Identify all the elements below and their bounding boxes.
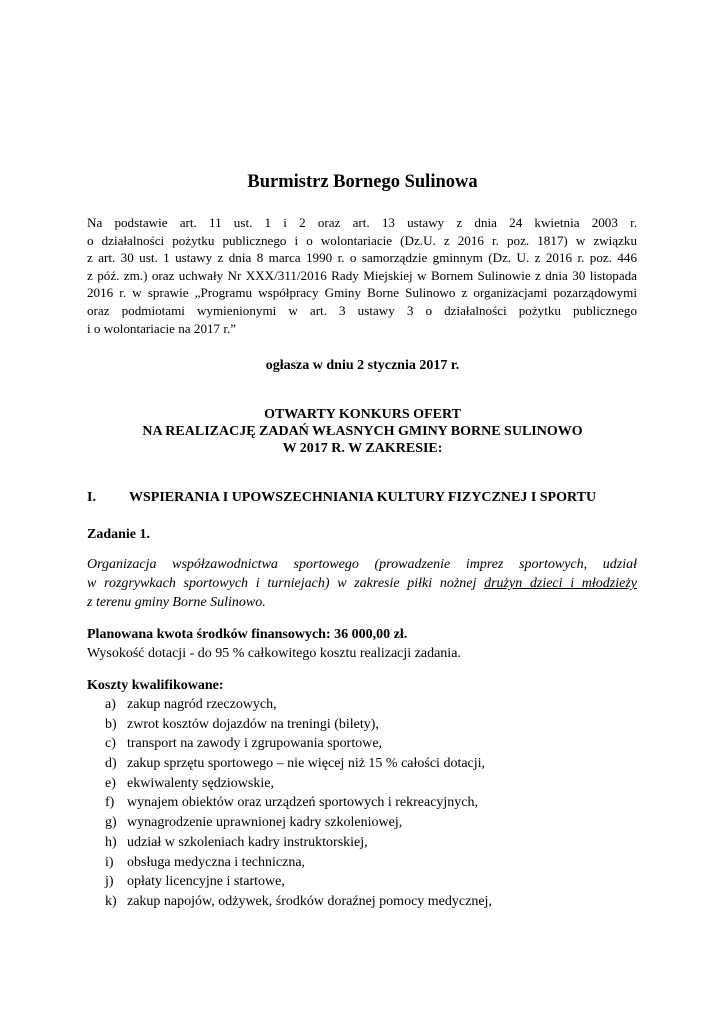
eligible-costs-list <box>87 695 647 912</box>
list-item <box>87 734 647 754</box>
list-item-letter: e) <box>105 775 116 791</box>
list-item <box>87 695 647 715</box>
list-item-text: zakup sprzętu sportowego – nie więcej niż 15 % całości dotacji, <box>127 756 486 772</box>
preamble-line: z póź. zm.) oraz uchwały Nr XXX/311/2016 Rady Miejskiej w Bornem Sulinowie z dnia 30 listopada <box>87 267 637 283</box>
document-title: Burmistrz Bornego Sulinowa <box>247 172 478 192</box>
list-item-text: udział w szkoleniach kadry instruktorskiej, <box>127 834 368 850</box>
preamble-line: 2016 r. w sprawie „Programu współpracy Gminy Borne Sulinowo z organizacjami pozarządowymi <box>87 285 637 301</box>
list-item <box>87 793 647 813</box>
list-item <box>87 774 647 794</box>
list-item-text: wynagrodzenie uprawnionej kadry szkoleniowej, <box>127 815 403 831</box>
list-item-letter: b) <box>105 716 117 732</box>
list-item-text: transport na zawody i zgrupowania sportowe, <box>127 736 383 752</box>
list-item-letter: j) <box>105 874 114 890</box>
section-title: WSPIERANIA I UPOWSZECHNIANIA KULTURY FIZYCZNEJ I SPORTU <box>129 490 597 505</box>
contest-heading-line: OTWARTY KONKURS OFERT <box>264 407 461 422</box>
task-description <box>87 555 637 612</box>
list-item <box>87 853 647 873</box>
task-description-line: z terenu gminy Borne Sulinowo. <box>87 595 266 610</box>
list-item <box>87 892 647 912</box>
section-number: I. <box>87 490 96 505</box>
list-item <box>87 715 647 735</box>
task-title: Zadanie 1. <box>87 527 151 542</box>
list-item-letter: f) <box>105 795 115 811</box>
preamble-line: Na podstawie art. 11 ust. 1 i 2 oraz art. 13 ustawy z dnia 24 kwietnia 2003 r. <box>87 215 637 230</box>
eligible-costs <box>87 676 647 912</box>
list-item <box>87 833 647 853</box>
list-item-letter: d) <box>105 756 117 772</box>
legal-preamble <box>87 214 637 337</box>
list-item <box>87 754 647 774</box>
list-item-letter: h) <box>105 834 117 850</box>
list-item-letter: k) <box>105 893 117 909</box>
list-item-text: zwrot kosztów dojazdów na treningi (bilety), <box>127 716 379 732</box>
announcement-date: ogłasza w dniu 2 stycznia 2017 r. <box>265 358 460 373</box>
list-item-text: opłaty licencyjne i startowe, <box>127 874 285 890</box>
list-item-text: obsługa medyczna i techniczna, <box>127 854 306 870</box>
task-description-underlined: drużyn dzieci i młodzieży <box>484 576 637 591</box>
list-item-letter: i) <box>105 854 114 870</box>
task-description-line: Organizacja współzawodnictwa sportowego (prowadzenie imprez sportowych, udział <box>87 557 637 572</box>
section-heading <box>87 490 637 506</box>
funding-info <box>87 625 647 663</box>
list-item-letter: g) <box>105 815 117 831</box>
list-item-text: ekwiwalenty sędziowskie, <box>127 775 274 791</box>
list-item-text: zakup nagród rzeczowych, <box>127 697 277 712</box>
subsidy-level: Wysokość dotacji - do 95 % całkowitego kosztu realizacji zadania. <box>87 646 461 661</box>
list-item-text: zakup napojów, odżywek, środków doraźnej pomocy medycznej, <box>127 893 492 909</box>
list-item <box>87 872 647 892</box>
contest-heading-line: NA REALIZACJĘ ZADAŃ WŁASNYCH GMINY BORNE SULINOWO <box>142 424 583 439</box>
task-description-text: w rozgrywkach sportowych i turniejach) w zakresie piłki nożnej <box>87 576 485 591</box>
planned-funds: Planowana kwota środków finansowych: 36 000,00 zł. <box>87 627 408 642</box>
preamble-line: i o wolontariacie na 2017 r.” <box>87 320 237 336</box>
list-item-text: wynajem obiektów oraz urządzeń sportowych i rekreacyjnych, <box>127 795 479 811</box>
task-description-line <box>87 574 637 593</box>
preamble-line: o działalności pożytku publicznego i o wolontariacie (Dz.U. z 2016 r. poz. 1817) w związku <box>87 232 637 248</box>
contest-heading-line: W 2017 R. W ZAKRESIE: <box>282 441 443 456</box>
list-item-letter: c) <box>105 736 116 752</box>
contest-heading <box>0 406 725 457</box>
list-item-letter: a) <box>105 697 116 712</box>
preamble-line: z art. 30 ust. 1 ustawy z dnia 8 marca 1990 r. o samorządzie gminnym (Dz. U. z 2016 r. poz. 446 <box>87 250 637 266</box>
list-item <box>87 813 647 833</box>
preamble-line: oraz podmiotami wymienionymi w art. 3 ustawy 3 o działalności pożytku publicznego <box>87 302 637 318</box>
eligible-costs-heading: Koszty kwalifikowane: <box>87 678 224 693</box>
